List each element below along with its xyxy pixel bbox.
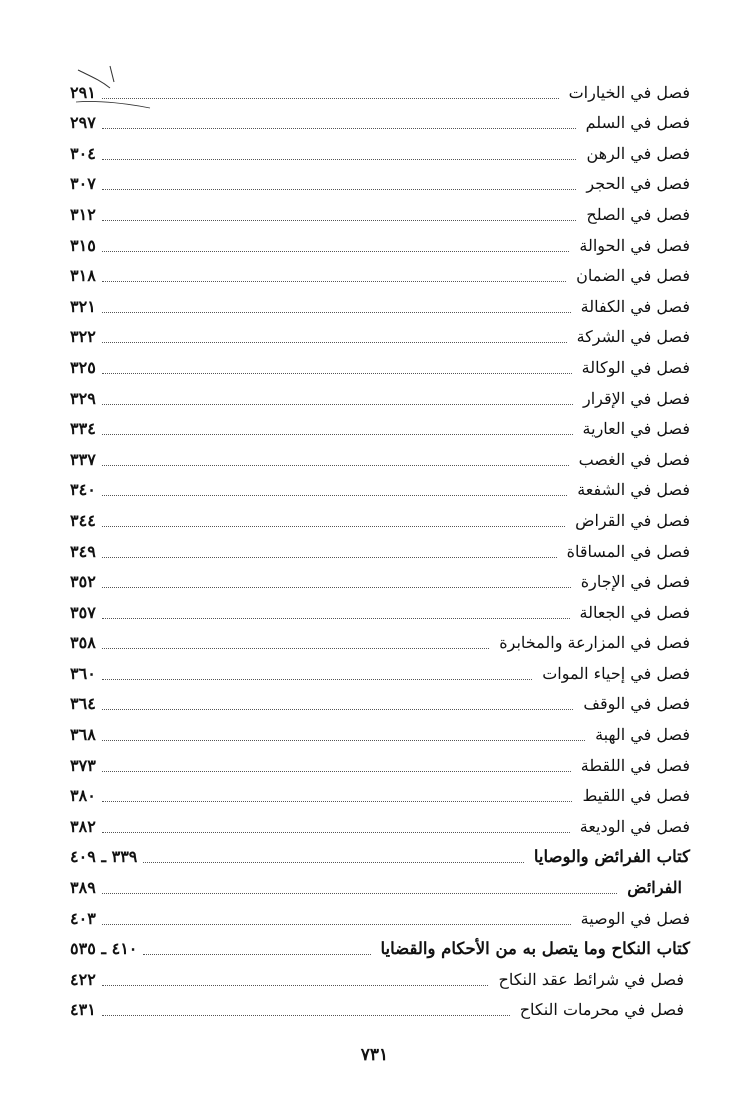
toc-entry-title: فصل في الحجر [586, 174, 690, 194]
toc-entry-page: ٣٢٥ [70, 357, 96, 377]
toc-entry-title: فصل في السلم [585, 113, 690, 133]
toc-row [70, 959, 690, 990]
dot-leader [102, 647, 489, 649]
dot-leader [102, 433, 573, 435]
toc-entry-page: ٣١٢ [70, 204, 96, 224]
dot-leader [102, 800, 573, 802]
toc-entry-page: ٣٤٩ [70, 541, 96, 561]
toc-row [70, 623, 690, 654]
toc-entry-page: ٣١٥ [70, 235, 96, 255]
dot-leader [102, 831, 570, 833]
toc-entry-title: فصل في الوقف [583, 694, 690, 714]
toc-row [70, 562, 690, 593]
toc-entry-page: ٤٠٣ [70, 908, 96, 928]
toc-entry-title: فصل في الشركة [576, 327, 690, 347]
dot-leader [102, 984, 489, 986]
toc-entry-title: فصل في اللقطة [580, 755, 690, 775]
toc-entry-page: ٣٥٨ [70, 633, 96, 653]
toc-row [70, 929, 690, 960]
dot-leader [102, 739, 585, 741]
toc-row [70, 378, 690, 409]
dot-leader [102, 708, 574, 710]
dot-leader [102, 188, 577, 190]
toc-entry-title: فصل في الحوالة [579, 235, 690, 255]
dot-leader [102, 403, 573, 405]
toc-row [70, 439, 690, 470]
toc-row [70, 806, 690, 837]
dot-leader [102, 892, 617, 894]
dot-leader [143, 953, 370, 955]
toc-entry-page: ٣٢٢ [70, 327, 96, 347]
toc-entry-page: ٣٦٤ [70, 694, 96, 714]
dot-leader [102, 97, 559, 99]
dot-leader [102, 127, 576, 129]
toc-entry-page: ٣٨٩ [70, 878, 96, 898]
toc-row [70, 347, 690, 378]
dot-leader [102, 586, 571, 588]
toc-entry-title: فصل في الإجارة [580, 572, 690, 592]
toc-entry-page: ٣١٨ [70, 266, 96, 286]
dot-leader [102, 311, 571, 313]
toc-row [70, 500, 690, 531]
dot-leader [102, 280, 566, 282]
dot-leader [102, 678, 532, 680]
toc-entry-title: كتاب النكاح وما يتصل به من الأحكام والقضايا [380, 939, 690, 959]
dot-leader [102, 525, 565, 527]
toc-row [70, 133, 690, 164]
toc-entry-title: فصل في الكفالة [580, 296, 690, 316]
toc-entry-page: ٣٠٤ [70, 143, 96, 163]
toc-entry-title: فصل في المساقاة [566, 541, 690, 561]
toc-row [70, 837, 690, 868]
toc-entry-page: ٣٨٠ [70, 786, 96, 806]
toc-entry-title: فصل في الإقرار [582, 388, 690, 408]
toc-entry-page: ٣٥٢ [70, 572, 96, 592]
dot-leader [143, 861, 524, 863]
dot-leader [102, 372, 572, 374]
toc-entry-title: فصل في الوكالة [581, 357, 690, 377]
dot-leader [102, 923, 571, 925]
toc-row [70, 714, 690, 745]
toc-entry-title: فصل في الصلح [586, 204, 690, 224]
toc-row [70, 684, 690, 715]
toc-row [70, 776, 690, 807]
dot-leader [102, 250, 570, 252]
dot-leader [102, 556, 557, 558]
toc-entry-page: ٣٥٧ [70, 602, 96, 622]
toc-entry-title: فصل في الشفعة [577, 480, 690, 500]
dot-leader [102, 158, 577, 160]
dot-leader [102, 341, 567, 343]
toc-row [70, 653, 690, 684]
toc-entry-title: فصل في الرهن [586, 143, 690, 163]
toc-row [70, 470, 690, 501]
page-number: ٧٣١ [360, 1045, 389, 1065]
dot-leader [102, 1014, 510, 1016]
toc-entry-title: فصل في المزارعة والمخابرة [499, 633, 690, 653]
toc-row [70, 103, 690, 134]
toc-row [70, 898, 690, 929]
toc-entry-title: فصل في القراض [575, 510, 690, 530]
toc-entry-page: ٣٣٩ ـ ٤٠٩ [70, 847, 138, 867]
toc-row [70, 286, 690, 317]
toc-entry-title: فصل في اللقيط [582, 786, 690, 806]
toc-entry-title: فصل في الوديعة [579, 816, 690, 836]
toc-entry-page: ٤١٠ ـ ٥٣٥ [70, 939, 138, 959]
toc-entry-title: فصل في الضمان [576, 266, 690, 286]
toc-entry-title: فصل في شرائط عقد النكاح [498, 969, 684, 989]
toc-entry-title: فصل في الوصية [580, 908, 690, 928]
toc-entry-page: ٣٤٠ [70, 480, 96, 500]
toc-row [70, 72, 690, 103]
toc-entry-title: فصل في الهبة [595, 725, 690, 745]
toc-entry-title: فصل في الخيارات [568, 82, 690, 102]
toc-entry-title: فصل في إحياء الموات [542, 663, 690, 683]
toc-entry-title: فصل في الجعالة [579, 602, 690, 622]
toc-entry-title: فصل في الغصب [578, 449, 690, 469]
toc-row [70, 164, 690, 195]
toc-row [70, 317, 690, 348]
toc-entry-page: ٢٩١ [70, 82, 96, 102]
toc-entry-page: ٣٧٣ [70, 755, 96, 775]
toc-entry-page: ٣٢١ [70, 296, 96, 316]
toc-row [70, 256, 690, 287]
toc-entry-page: ٤٢٢ [70, 969, 96, 989]
toc-row [70, 990, 690, 1021]
dot-leader [102, 464, 569, 466]
toc-row [70, 194, 690, 225]
toc-entry-page: ٣٤٤ [70, 510, 96, 530]
toc-entry-title: فصل في العارية [582, 419, 690, 439]
toc-row [70, 592, 690, 623]
dot-leader [102, 770, 571, 772]
dot-leader [102, 219, 577, 221]
toc-row [70, 225, 690, 256]
toc-entry-page: ٣٢٩ [70, 388, 96, 408]
toc-entry-title: الفرائض [627, 878, 682, 898]
toc-row [70, 867, 690, 898]
toc-entry-page: ٤٣١ [70, 1000, 96, 1020]
toc-row [70, 745, 690, 776]
toc-entry-page: ٣٦٠ [70, 663, 96, 683]
toc-entry-page: ٣٣٧ [70, 449, 96, 469]
toc-entry-title: فصل في محرمات النكاح [519, 1000, 684, 1020]
toc-entry-page: ٣٠٧ [70, 174, 96, 194]
toc-entry-page: ٢٩٧ [70, 113, 96, 133]
toc-entry-page: ٣٦٨ [70, 725, 96, 745]
toc-row [70, 409, 690, 440]
dot-leader [102, 617, 570, 619]
dot-leader [102, 494, 567, 496]
toc-entry-title: كتاب الفرائض والوصايا [533, 847, 690, 867]
toc-row [70, 531, 690, 562]
table-of-contents [70, 72, 690, 1020]
toc-entry-page: ٣٣٤ [70, 419, 96, 439]
toc-entry-page: ٣٨٢ [70, 816, 96, 836]
